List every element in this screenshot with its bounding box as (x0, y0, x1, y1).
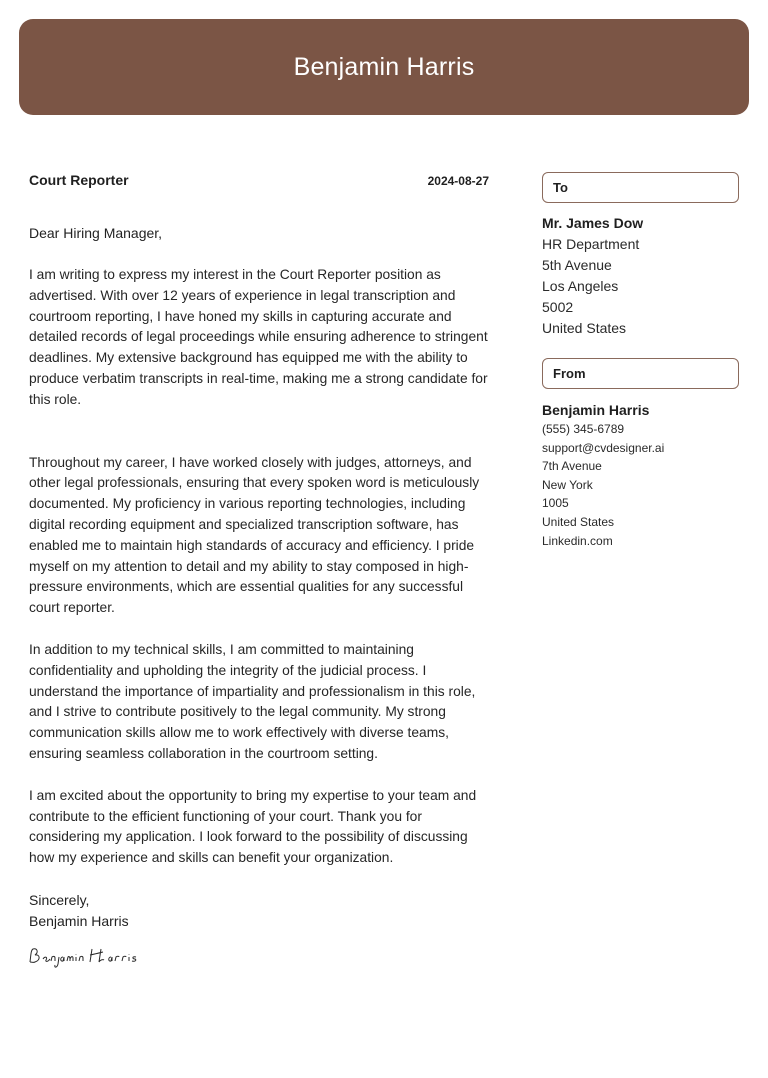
sender-details (542, 400, 739, 550)
sender-street: 7th Avenue (542, 459, 602, 474)
from-label: From (553, 366, 586, 381)
closing-salutation: Sincerely, (29, 891, 90, 908)
letter-body (29, 172, 489, 970)
recipient-department: HR Department (542, 236, 640, 252)
letter-date: 2024-08-27 (427, 174, 489, 188)
paragraph-1: I am writing to express my interest in the Court Reporter position as advertised. With over 12 years of experience in legal transcription and courtroom reporting, I have honed my skills in capturing accurate and detailed records of legal proceedings while ensuring adherence to stringent deadlines. My extensive background has equipped me with the ability to produce verbatim transcripts in real-time, making me a strong candidate for this role. (29, 267, 488, 407)
recipient-country: United States (542, 320, 627, 336)
sidebar (542, 172, 739, 550)
recipient-street: 5th Avenue (542, 257, 612, 273)
paragraph-2: Throughout my career, I have worked closely with judges, attorneys, and other legal professionals, ensuring that every spoken word is meticulously documented. My proficiency in various reporting technologies, including digital recording equipment and specialized transcription software, has enabled me to maintain high standards of accuracy and efficiency. I pride myself on my attention to detail and my ability to stay composed in high-pressure environments, which are essential qualities for any successful court reporter. (29, 454, 480, 616)
signature (27, 944, 489, 970)
job-title: Court Reporter (29, 172, 129, 188)
closing-name: Benjamin Harris (29, 912, 129, 929)
closing-block (29, 890, 489, 932)
greeting: Dear Hiring Manager, (29, 225, 163, 241)
recipient-details (542, 213, 739, 339)
recipient-name: Mr. James Dow (542, 215, 644, 231)
header-banner (19, 19, 749, 115)
sender-city: New York (542, 477, 593, 492)
sender-phone: (555) 345-6789 (542, 422, 625, 436)
sender-postal-code: 1005 (542, 496, 569, 511)
signature-image (27, 944, 157, 970)
from-label-box (542, 358, 739, 389)
recipient-postal-code: 5002 (542, 299, 574, 315)
header-name: Benjamin Harris (293, 52, 475, 81)
sender-email: support@cvdesigner.ai (542, 440, 665, 455)
paragraph-3: In addition to my technical skills, I am committed to maintaining confidentiality and upholding the integrity of the judicial process. I understand the importance of impartiality and professionalism in this role, and I strive to contribute positively to the legal community. My strong communication skills allow me to work effectively with diverse teams, ensuring seamless collaboration in the courtroom setting. (29, 641, 476, 761)
to-label: To (553, 180, 568, 195)
sender-country: United States (542, 514, 615, 529)
recipient-city: Los Angeles (542, 278, 619, 294)
paragraph-4: I am excited about the opportunity to bring my expertise to your team and contribute to the efficient functioning of your court. Thank you for considering my application. I look forward to the possibility of discussing how my experience and skills can benefit your organization. (29, 787, 477, 866)
sender-website: Linkedin.com (542, 533, 613, 548)
letter-meta (29, 172, 489, 192)
sender-name: Benjamin Harris (542, 402, 650, 418)
to-label-box (542, 172, 739, 203)
